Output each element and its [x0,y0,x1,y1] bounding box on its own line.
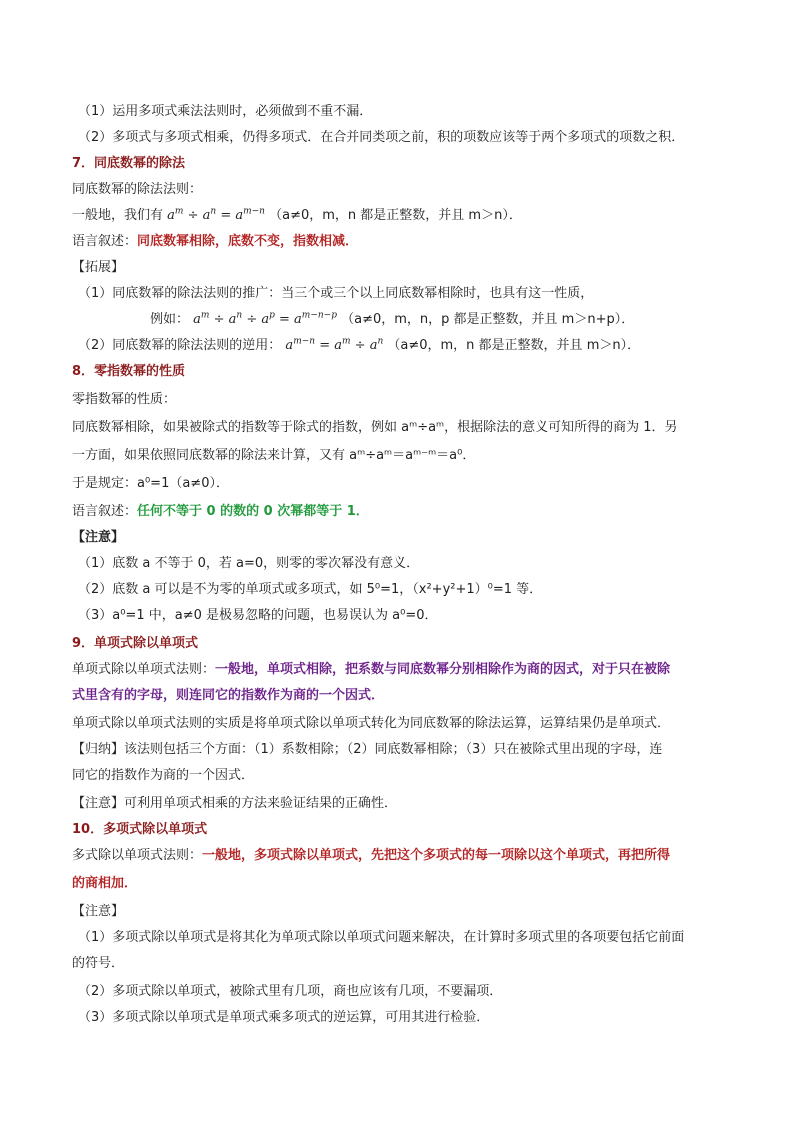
s7-extension-2 [78,336,640,356]
s8-lang-text: 任何不等于 0 的数的 0 次幂都等于 1． [137,504,369,519]
s7-example-formula: $a^m \div a^n \div a^p = a^{m-n-p}$ [193,310,337,327]
s10-note-1a: （1）多项式除以单项式是将其化为单项式除以单项式问题来解决，在计算时多项式里的各项要包括它前面 [78,930,685,945]
rule6-note-2: （2）多项式与多项式相乘，仍得多项式．在合并同类项之前，积的项数应该等于两个多项式的项数之积． [78,130,685,145]
s7-ext2-suffix: （a≠0，m，n 都是正整数，并且 m＞n）． [387,338,641,353]
s8-note-1: （1）底数 a 不等于 0，若 a=0，则零的零次幂没有意义． [78,556,420,571]
s8-lang-prefix: 语言叙述： [72,504,138,519]
s10-rule-line-1 [72,846,670,866]
s7-language [72,232,358,252]
s7-formula: $a^m \div a^n = a^{m-n}$ [167,206,265,223]
s8-paragraph-3: 于是规定：a⁰=1（a≠0）． [72,476,229,491]
s10-rule-prefix: 多式除以单项式法则： [72,848,203,863]
section-10-heading: 10．多项式除以单项式 [72,822,208,837]
s9-summary-2: 同它的指数作为商的一个因式． [72,768,255,783]
s9-note: 【注意】可利用单项式相乘的方法来验证结果的正确性． [72,796,398,811]
s9-essence: 单项式除以单项式法则的实质是将单项式除以单项式转化为同底数幂的除法运算，运算结果仍是单项式． [72,716,671,731]
s9-rule-line-2: 式里含有的字母，则连同它的指数作为商的一个因式． [72,688,385,703]
s7-general-suffix: （a≠0，m，n 都是正整数，并且 m＞n）． [269,208,522,223]
s8-note-3: （3）a⁰=1 中，a≠0 是极易忽略的问题，也易误认为 a⁰=0． [78,608,438,623]
s7-example-prefix: 例如： [150,312,190,327]
s7-general-rule [72,206,522,226]
s7-ext2-formula: $a^{m-n} = a^m \div a^n$ [285,336,384,353]
s9-rule-line-1 [72,660,670,680]
s9-rule-text-1: 一般地，单项式相除，把系数与同底数幂分别相除作为商的因式，对于只在被除 [215,662,671,677]
s8-note-2: （2）底数 a 可以是不为零的单项式或多项式，如 5⁰=1，（x²+y²+1）⁰=1 等． [78,582,543,597]
s8-language [72,502,369,522]
s8-title: 零指数幂的性质： [72,392,177,407]
s7-general-prefix: 一般地，我们有 [72,208,164,223]
s8-paragraph-2: 一方面，如果依照同底数幂的除法来计算，又有 aᵐ÷aᵐ＝aᵐ⁻ᵐ＝a⁰． [72,448,476,463]
s10-note-label: 【注意】 [72,904,125,919]
s7-rule-title: 同底数幂的除法法则： [72,182,203,197]
s9-summary-1: 【归纳】该法则包括三个方面：（1）系数相除；（2）同底数幂相除；（3）只在被除式里出现的字母，连 [72,742,663,757]
s7-extension-1: （1）同底数幂的除法法则的推广：当三个或三个以上同底数幂相除时，也具有这一性质， [78,286,594,301]
s7-lang-prefix: 语言叙述： [72,234,138,249]
s7-lang-text: 同底数幂相除，底数不变，指数相减． [137,234,359,249]
section-8-heading: 8．零指数幂的性质 [72,364,186,379]
s8-note-label: 【注意】 [72,530,125,545]
section-7-heading: 7．同底数幂的除法 [72,156,186,171]
s10-note-3: （3）多项式除以单项式是单项式乘多项式的逆运算，可用其进行检验． [78,1010,490,1025]
s7-example-suffix: （a≠0，m，n，p 都是正整数，并且 m＞n+p）． [341,312,635,327]
s7-ext2-prefix: （2）同底数幂的除法法则的逆用： [78,338,282,353]
s7-extension-1-example [150,310,634,330]
s7-extension-label: 【拓展】 [72,260,125,275]
s10-rule-text-1: 一般地，多项式除以单项式，先把这个多项式的每一项除以这个单项式，再把所得 [202,848,671,863]
s10-note-1b: 的符号． [72,956,125,971]
s8-paragraph-1: 同底数幂相除，如果被除式的指数等于除式的指数，例如 aᵐ÷aᵐ，根据除法的意义可知所得的商为 1．另 [72,420,678,435]
s9-rule-prefix: 单项式除以单项式法则： [72,662,216,677]
s10-rule-line-2: 的商相加． [72,876,138,891]
section-9-heading: 9．单项式除以单项式 [72,636,199,651]
s10-note-2: （2）多项式除以单项式，被除式里有几项，商也应该有几项，不要漏项． [78,984,503,999]
rule6-note-1: （1）运用多项式乘法法则时，必须做到不重不漏． [78,104,373,119]
